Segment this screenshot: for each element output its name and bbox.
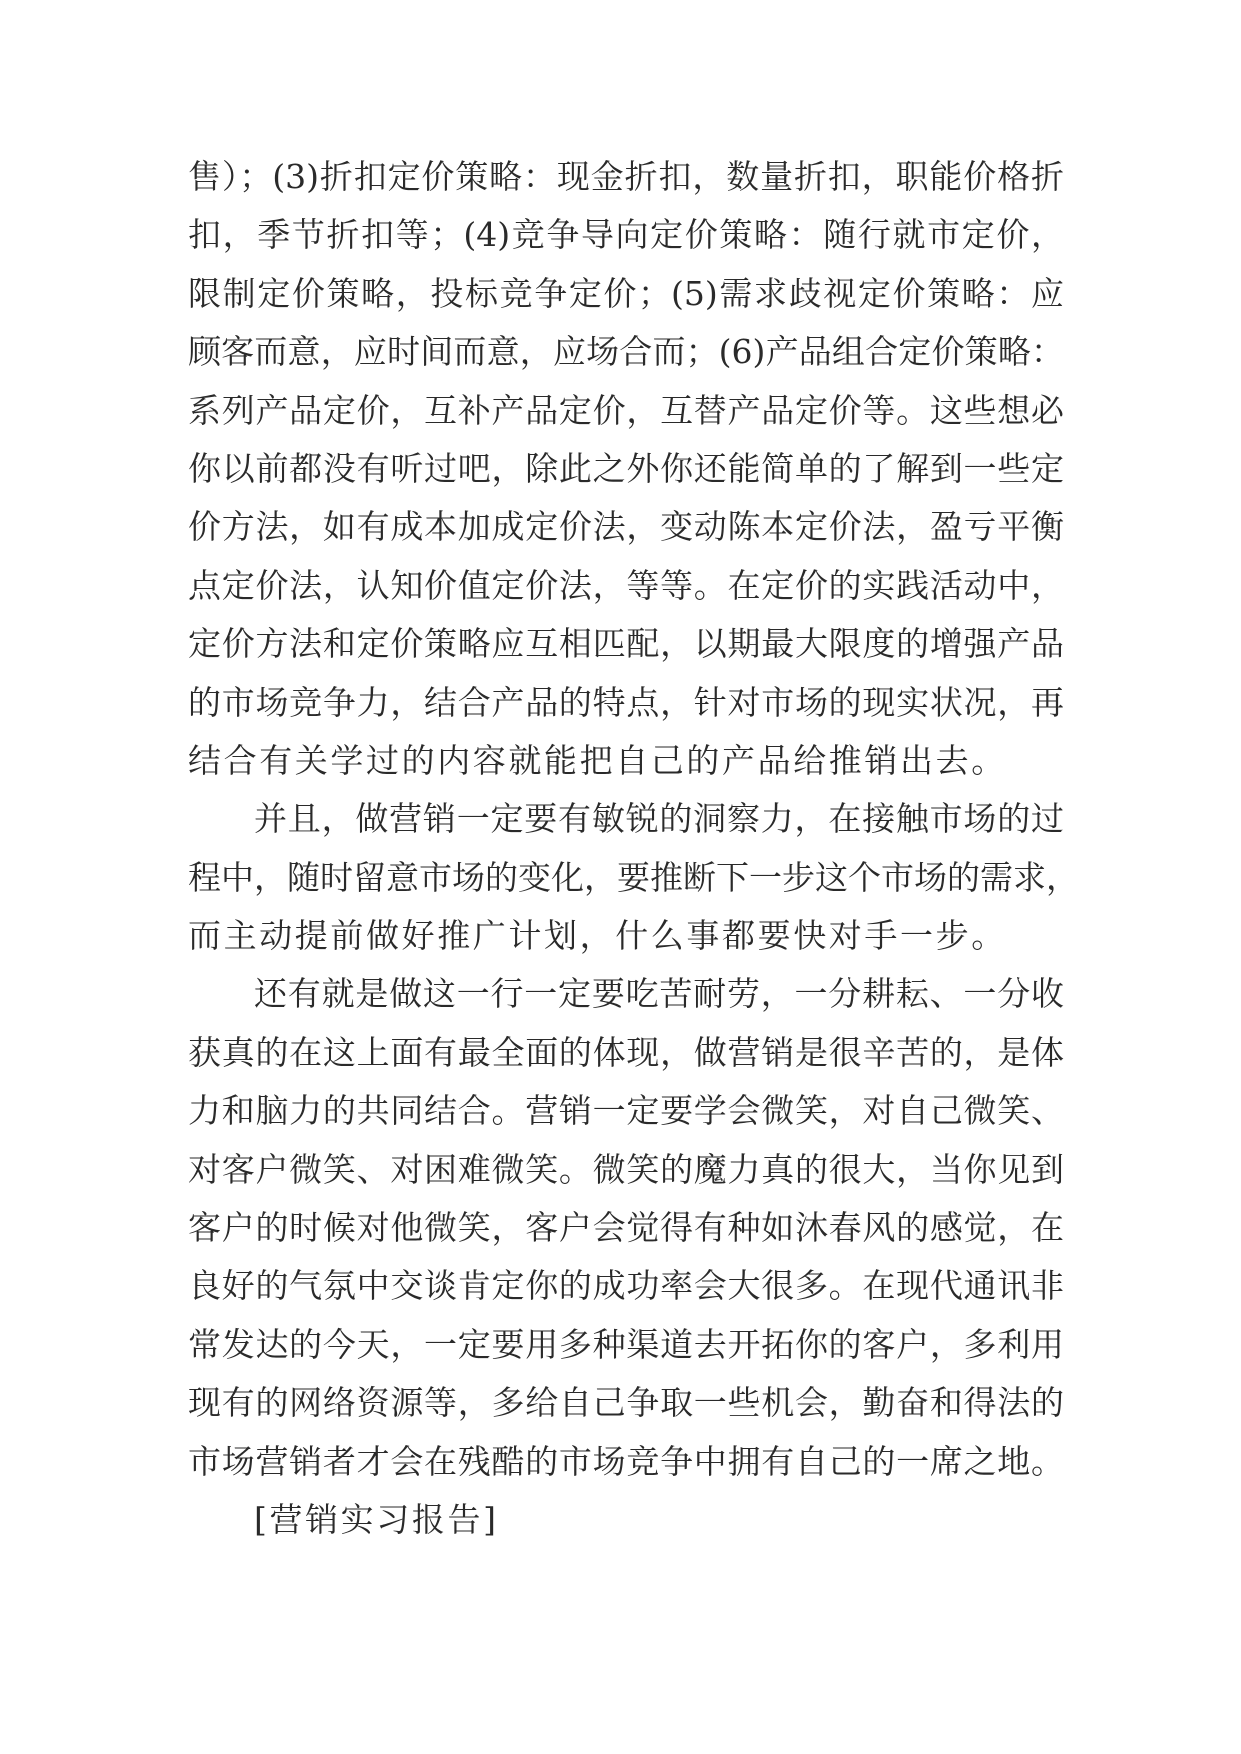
text-line: 定价方法和定价策略应互相匹配，以期最大限度的增强产品 bbox=[188, 624, 1064, 664]
text-line: 你以前都没有听过吧，除此之外你还能简单的了解到一些定 bbox=[188, 448, 1064, 488]
text-line: 现有的网络资源等，多给自己争取一些机会，勤奋和得法的 bbox=[188, 1383, 1064, 1423]
text-line: 市场营销者才会在残酷的市场竞争中拥有自己的一席之地。 bbox=[188, 1441, 1064, 1481]
text-line: 还有就是做这一行一定要吃苦耐劳，一分耕耘、一分收 bbox=[254, 974, 1064, 1014]
text-line: 价方法，如有成本加成定价法，变动陈本定价法，盈亏平衡 bbox=[188, 507, 1064, 547]
text-line: 良好的气氛中交谈肯定你的成功率会大很多。在现代通讯非 bbox=[188, 1266, 1064, 1306]
text-line: 力和脑力的共同结合。营销一定要学会微笑，对自己微笑、 bbox=[188, 1091, 1064, 1131]
text-line: 而主动提前做好推广计划，什么事都要快对手一步。 bbox=[188, 916, 1007, 956]
text-line: 常发达的今天，一定要用多种渠道去开拓你的客户，多利用 bbox=[188, 1324, 1064, 1364]
text-line: 程中，随时留意市场的变化，要推断下一步这个市场的需求， bbox=[188, 857, 1079, 897]
document-body bbox=[188, 148, 1079, 1549]
text-line: 顾客而意，应时间而意，应场合而；(6)产品组合定价策略： bbox=[188, 332, 1064, 372]
text-line: 限制定价策略，投标竞争定价；(5)需求歧视定价策略：应 bbox=[188, 273, 1064, 313]
text-line: 扣，季节折扣等；(4)竞争导向定价策略：随行就市定价， bbox=[188, 215, 1064, 255]
text-line: 的市场竞争力，结合产品的特点，针对市场的现实状况，再 bbox=[188, 682, 1064, 722]
text-line: 系列产品定价，互补产品定价，互替产品定价等。这些想必 bbox=[188, 390, 1064, 430]
document-tag: [营销实习报告] bbox=[254, 1499, 499, 1539]
text-line: 客户的时候对他微笑，客户会觉得有种如沐春风的感觉，在 bbox=[188, 1208, 1064, 1248]
text-line: 并且，做营销一定要有敏锐的洞察力，在接触市场的过 bbox=[254, 799, 1064, 839]
text-line: 获真的在这上面有最全面的体现，做营销是很辛苦的，是体 bbox=[188, 1032, 1064, 1072]
text-line: 点定价法，认知价值定价法，等等。在定价的实践活动中， bbox=[188, 565, 1064, 605]
text-line: 对客户微笑、对困难微笑。微笑的魔力真的很大，当你见到 bbox=[188, 1149, 1064, 1189]
text-line: 结合有关学过的内容就能把自己的产品给推销出去。 bbox=[188, 740, 1007, 780]
text-line: 售）；(3)折扣定价策略：现金折扣，数量折扣，职能价格折 bbox=[188, 157, 1064, 196]
